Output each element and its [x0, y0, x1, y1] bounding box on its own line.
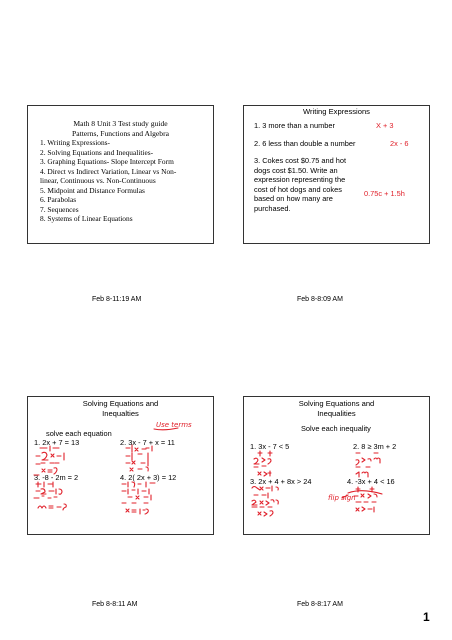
- slide-3-timestamp: Feb 8-8:11 AM: [92, 601, 138, 608]
- question-line: 3. Cokes cost $0.75 and hot: [254, 156, 347, 165]
- list-item: 8. Systems of Linear Equations: [40, 214, 133, 223]
- slide-4-title-line2: Inequalities: [317, 408, 356, 418]
- slide-1-title-line1: Math 8 Unit 3 Test study guide: [73, 119, 168, 128]
- slide-4-timestamp: Feb 8-8:17 AM: [297, 601, 343, 608]
- question-line: based on how many are: [254, 194, 333, 203]
- slide-3-title-line2: Inequalties: [102, 408, 139, 418]
- slide-3-handwritten-work: [28, 397, 213, 534]
- slide-3-problem-4: 4. 2( 2x + 3) = 12: [120, 473, 177, 482]
- list-item: 2. Solving Equations and Inequalities-: [40, 147, 154, 157]
- slide-1-title-line2: Patterns, Functions and Algebra: [71, 128, 170, 138]
- question-line: expression representing the: [254, 175, 346, 184]
- slide-4-problem-4: 4. -3x + 4 < 16: [347, 477, 395, 486]
- list-item: 6. Parabolas: [40, 195, 77, 204]
- slide-1-timestamp: Feb 8-11:19 AM: [92, 296, 142, 303]
- slide-4-ink-note: flip sign: [328, 494, 356, 502]
- slide-1-title: [28, 119, 213, 138]
- slide-4-problem-1: 1. 3x - 7 < 5: [250, 442, 290, 451]
- slide-4-problem-3: 3. 2x + 4 + 8x > 24: [250, 477, 312, 486]
- slide-3-instruction: solve each equation: [46, 429, 112, 438]
- list-item: 7. Sequences: [40, 204, 79, 214]
- list-item: 5. Midpoint and Distance Formulas: [40, 185, 145, 195]
- slide-2-answer-2: 2x - 6: [390, 139, 409, 148]
- slide-3-problem-2: 2. 3x - 7 + x = 11: [120, 438, 175, 447]
- slide-2-question-1: 1. 3 more than a number: [254, 121, 335, 130]
- slide-3: [27, 396, 214, 535]
- slide-1-topic-list: [40, 138, 176, 224]
- slide-4: [243, 396, 430, 535]
- slide-2-question-2: 2. 6 less than double a number: [254, 139, 356, 148]
- slide-4-handwritten-work: [244, 397, 429, 534]
- slide-4-instruction: Solve each inequality: [301, 424, 371, 433]
- slide-2: [243, 105, 430, 244]
- page-number: 1: [423, 610, 430, 624]
- slide-2-title: Writing Expressions: [303, 107, 370, 116]
- slide-3-problem-3: 3. -8 - 2m = 2: [34, 473, 79, 482]
- list-item: 1. Writing Expressions-: [40, 138, 110, 147]
- question-line: dogs cost $1.50. Write an: [254, 165, 338, 175]
- list-item: 3. Graphing Equations- Slope Intercept Form: [40, 157, 174, 166]
- list-item: 4. Direct vs Indirect Variation, Linear vs Non-: [40, 166, 177, 176]
- slide-4-problem-2: 2. 8 ≥ 3m + 2: [353, 442, 397, 451]
- slide-2-question-3: [254, 156, 346, 213]
- slide-2-timestamp: Feb 8-8:09 AM: [297, 296, 343, 303]
- slide-3-title-line1: Solving Equations and: [82, 399, 159, 408]
- slide-4-title-line1: Solving Equations and: [298, 399, 375, 408]
- slide-3-problem-1: 1. 2x + 7 = 13: [34, 438, 80, 447]
- slide-3-ink-note: Use terms: [156, 421, 192, 429]
- list-item: linear, Continuous vs. Non-Continuous: [40, 176, 156, 185]
- slide-2-answer-3: 0.75c + 1.5h: [364, 189, 405, 198]
- slide-2-answer-1: X + 3: [376, 121, 394, 130]
- question-line: purchased.: [254, 203, 291, 213]
- slide-1: [27, 105, 214, 244]
- question-line: cost of hot dogs and cokes: [254, 184, 342, 194]
